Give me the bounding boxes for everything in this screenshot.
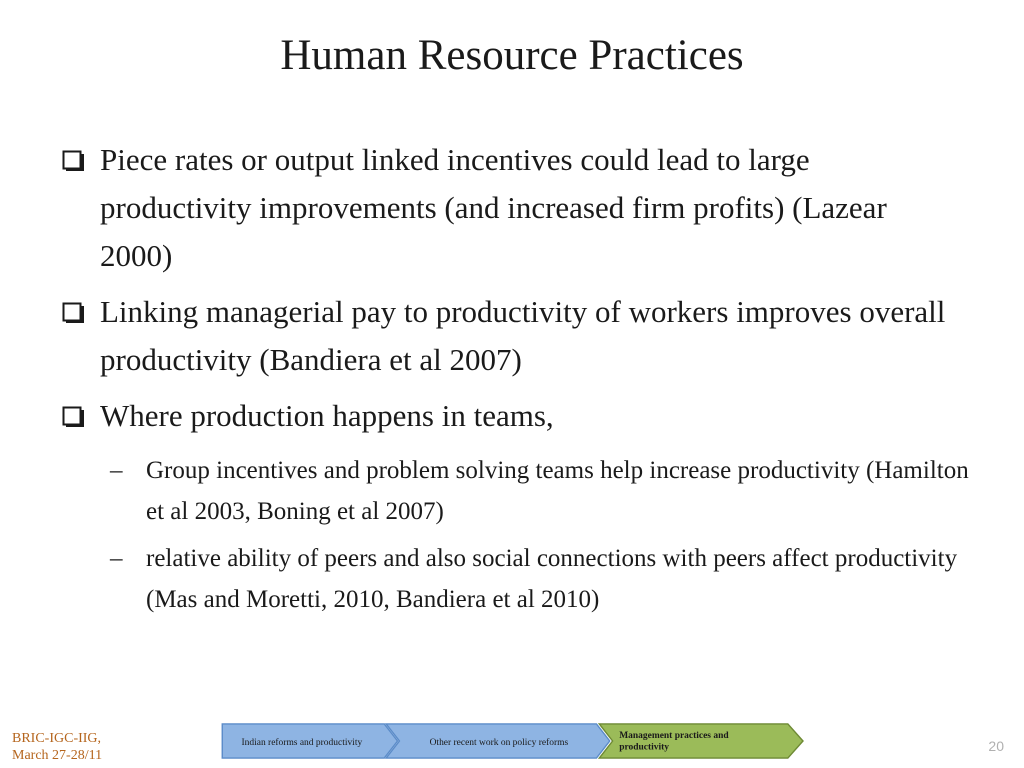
bullet-text: Linking managerial pay to productivity of workers improves overall productivity (Bandiera et al 2007) <box>100 294 946 377</box>
nav-step-label: Other recent work on policy reforms <box>429 737 569 748</box>
nav-step-indian-reforms[interactable] <box>222 724 397 758</box>
checkbox-square-icon <box>62 302 84 324</box>
nav-step-label: productivity <box>619 742 670 753</box>
checkbox-square-icon <box>62 406 84 428</box>
dash-marker: – <box>110 545 123 572</box>
section-navigator <box>205 723 825 759</box>
nav-step-label: Management practices and <box>619 731 729 742</box>
bullet-item <box>62 392 962 440</box>
bullet-text: Piece rates or output linked incentives could lead to large productivity improvements (and increased firm profits) (Lazear 2000) <box>100 142 887 273</box>
sub-bullet-item <box>110 450 980 532</box>
bullet-item <box>62 136 962 280</box>
event-footer <box>12 730 102 764</box>
checkbox-square-icon <box>62 150 84 172</box>
page-number: 20 <box>988 738 1004 754</box>
sub-bullet-item <box>110 538 980 620</box>
bullet-text: Where production happens in teams, <box>100 398 554 433</box>
nav-step-label: Indian reforms and productivity <box>241 737 363 748</box>
nav-step-other-recent-work[interactable] <box>386 724 610 758</box>
sub-bullet-text: relative ability of peers and also social connections with peers affect productivity (Mas and Moretti, 2010, Bandiera et al 2010) <box>146 545 958 613</box>
event-dates: March 27-28/11 <box>12 748 103 763</box>
sub-bullet-text: Group incentives and problem solving teams help increase productivity (Hamilton et al 2003, Boning et al 2007) <box>146 457 969 525</box>
slide-title: Human Resource Practices <box>280 32 744 79</box>
event-name: BRIC-IGC-IIG, <box>12 731 102 746</box>
dash-marker: – <box>110 457 123 484</box>
nav-step-management-practices[interactable] <box>599 724 803 758</box>
bullet-item <box>62 288 962 384</box>
